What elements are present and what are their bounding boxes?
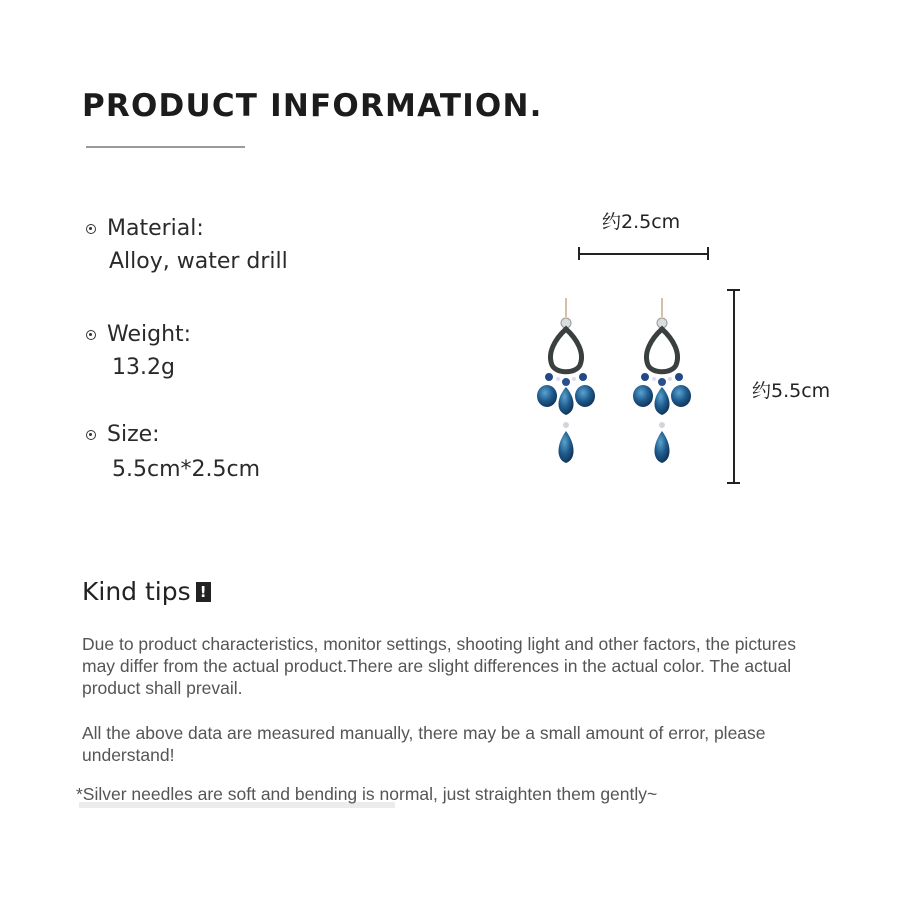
title-divider [86, 146, 245, 148]
spec-size [86, 422, 260, 482]
spec-material [86, 216, 288, 274]
tips-note-silver-needles: *Silver needles are soft and bending is normal, just straighten them gently~ [76, 784, 658, 804]
height-dimension-label: 约5.5cm [752, 380, 831, 402]
spec-label: Material: [107, 216, 204, 241]
spec-value: 5.5cm*2.5cm [112, 457, 261, 482]
width-dimension-label: 约2.5cm [602, 211, 681, 233]
spec-label: Size: [107, 422, 160, 447]
tips-paragraph-measurement: All the above data are measured manually, there may be a small amount of error, please understand! [82, 723, 766, 765]
spec-weight [86, 322, 191, 380]
circle-dot-icon [86, 224, 96, 234]
kind-tips-heading [82, 577, 211, 606]
kind-tips-label: Kind tips [82, 577, 191, 606]
spec-value: 13.2g [112, 355, 175, 380]
height-dimension-line [727, 289, 740, 484]
width-dimension-line [578, 247, 709, 260]
exclamation-icon: ! [196, 582, 211, 602]
spec-label: Weight: [107, 322, 192, 347]
circle-dot-icon [86, 430, 96, 440]
spec-value: Alloy, water drill [109, 249, 288, 274]
tips-paragraph-disclaimer: Due to product characteristics, monitor settings, shooting light and other factors, the pictures may differ from the actual product.There are slight differences in the actual color. The actual product shall prevail. [82, 634, 796, 698]
product-image-earrings [535, 295, 715, 475]
circle-dot-icon [86, 330, 96, 340]
page-title: PRODUCT INFORMATION. [82, 88, 543, 124]
